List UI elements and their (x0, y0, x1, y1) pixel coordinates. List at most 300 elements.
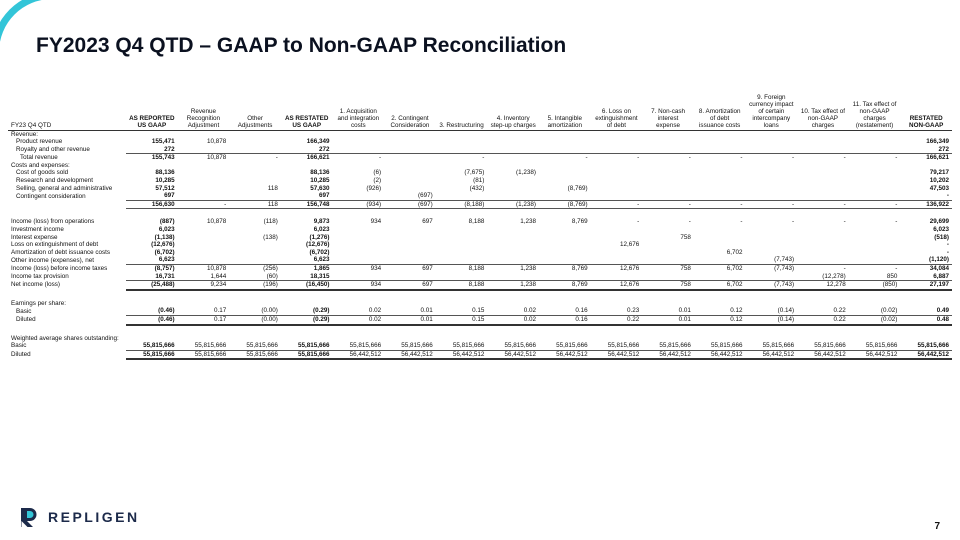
table-row (8, 154, 952, 162)
table-cell (539, 146, 591, 154)
table-cell (694, 300, 746, 308)
table-cell: - (178, 200, 230, 209)
table-cell: 56,442,512 (539, 350, 591, 359)
table-cell (539, 138, 591, 146)
table-cell (849, 325, 901, 335)
header-period-label: FY23 Q4 QTD (8, 72, 126, 130)
table-cell (849, 241, 901, 249)
table-cell (333, 300, 385, 308)
table-cell: 0.22 (797, 307, 849, 315)
table-cell (436, 335, 488, 343)
table-cell: 56,442,512 (849, 350, 901, 359)
table-cell: 56,442,512 (900, 350, 952, 359)
table-cell (333, 226, 385, 234)
table-cell (229, 249, 281, 257)
table-cell (436, 256, 488, 264)
table-cell: 55,815,666 (229, 342, 281, 350)
table-cell (487, 335, 539, 343)
table-cell (539, 234, 591, 242)
table-cell: 155,471 (151, 138, 175, 146)
table-cell: 55,815,666 (746, 342, 798, 350)
table-row (8, 265, 952, 273)
table-cell: - (843, 218, 846, 226)
table-cell (900, 162, 952, 170)
table-cell: 0.15 (436, 315, 488, 324)
row-label: Selling, general and administrative (16, 184, 113, 192)
table-cell: 55,815,666 (591, 342, 643, 350)
table-cell (333, 138, 385, 146)
table-cell (694, 325, 746, 335)
table-cell (849, 185, 901, 193)
table-cell (487, 162, 539, 170)
table-cell (849, 169, 901, 177)
table-cell: - (585, 154, 588, 162)
table-cell (487, 146, 539, 154)
table-cell (642, 177, 694, 185)
table-cell: 6,023 (313, 226, 330, 234)
table-cell (539, 273, 591, 281)
table-cell: (0.46) (126, 315, 178, 324)
table-cell: (697) (384, 192, 436, 200)
table-cell: - (797, 200, 849, 209)
table-cell (900, 325, 952, 335)
table-cell (591, 130, 643, 138)
table-cell (849, 226, 901, 234)
table-cell (591, 300, 643, 308)
table-cell: (697) (384, 200, 436, 209)
table-cell (333, 325, 385, 335)
table-cell: 57,512 (155, 184, 175, 192)
table-cell (797, 146, 849, 154)
table-cell (333, 273, 385, 281)
table-row (8, 146, 952, 154)
table-cell (281, 162, 333, 170)
column-header: 7. Non-cash interest expense (642, 72, 694, 130)
row-label: Income (loss) from operations (11, 218, 95, 226)
table-cell: 10,878 (206, 138, 227, 146)
table-row (8, 342, 952, 350)
table-cell (487, 234, 539, 242)
table-cell (746, 185, 798, 193)
table-row (8, 281, 952, 290)
table-cell: (6) (373, 169, 382, 177)
table-cell (797, 335, 849, 343)
table-cell (797, 234, 849, 242)
table-cell (229, 256, 281, 264)
column-header: 9. Foreign currency impact of certain intercompany loans (746, 72, 798, 130)
table-cell (333, 249, 385, 257)
table-cell (384, 154, 436, 162)
table-cell: 0.12 (694, 307, 746, 315)
table-cell: 55,815,666 (333, 342, 385, 350)
table-cell (487, 256, 539, 264)
table-cell (694, 290, 746, 300)
table-cell (281, 300, 333, 308)
table-row (8, 315, 952, 324)
table-cell (797, 226, 849, 234)
table-cell (797, 300, 849, 308)
table-cell (694, 226, 746, 234)
table-cell (229, 241, 281, 249)
table-cell: 55,815,666 (126, 350, 178, 359)
table-cell (178, 192, 230, 200)
table-cell: 56,442,512 (642, 350, 694, 359)
table-cell (333, 335, 385, 343)
table-cell: - (642, 200, 694, 209)
table-cell (746, 177, 798, 185)
table-cell: - (688, 154, 691, 162)
table-cell (849, 234, 901, 242)
table-cell: 12,278 (797, 281, 849, 290)
table-cell: 272 (281, 146, 333, 154)
table-cell (849, 192, 901, 200)
table-cell: 6,023 (933, 226, 949, 234)
table-cell (591, 273, 643, 281)
table-cell (642, 130, 694, 138)
table-cell: (6,702) (154, 248, 175, 256)
table-cell (746, 234, 798, 242)
table-cell: 55,815,666 (281, 342, 333, 350)
table-cell: - (946, 241, 949, 249)
column-header: AS REPORTED US GAAP (126, 72, 178, 130)
table-cell: (0.14) (746, 307, 798, 315)
table-cell (178, 241, 230, 249)
table-cell: 0.01 (384, 307, 436, 315)
table-cell (384, 162, 436, 170)
table-cell (333, 162, 385, 170)
table-cell: 1,238 (520, 265, 536, 272)
table-cell (591, 146, 643, 154)
table-cell: (2) (373, 177, 382, 185)
table-cell (642, 241, 694, 249)
table-cell: 697 (422, 218, 433, 226)
table-cell (849, 256, 901, 264)
table-cell (797, 241, 849, 249)
table-cell (797, 162, 849, 170)
table-cell: 118 (229, 200, 281, 209)
table-cell: 55,815,666 (384, 342, 436, 350)
table-cell (642, 249, 694, 257)
table-cell (384, 249, 436, 257)
table-row (8, 307, 952, 315)
table-cell (126, 325, 178, 335)
table-cell: - (895, 154, 898, 162)
table-cell: 1,238 (520, 218, 536, 226)
table-cell: 0.01 (384, 315, 436, 324)
table-cell: 55,815,666 (178, 350, 230, 359)
table-cell (384, 169, 436, 177)
table-cell (436, 226, 488, 234)
table-cell (642, 335, 694, 343)
table-cell: 8,769 (571, 265, 588, 272)
table-cell: 0.48 (900, 315, 952, 324)
table-cell: 56,442,512 (384, 350, 436, 359)
table-cell (746, 226, 798, 234)
table-cell (797, 192, 849, 200)
table-cell (281, 290, 333, 300)
table-cell (436, 241, 488, 249)
table-cell (281, 335, 333, 343)
table-cell (694, 146, 746, 154)
table-cell (539, 249, 591, 257)
table-cell: (12,676) (306, 241, 330, 249)
table-cell: 56,442,512 (487, 350, 539, 359)
table-row (8, 192, 952, 200)
table-cell (487, 290, 539, 300)
table-cell: 272 (126, 146, 178, 154)
table-cell (591, 192, 643, 200)
row-label: Weighted average shares outstanding: (11, 334, 119, 342)
table-cell (384, 256, 436, 264)
table-row (8, 200, 952, 209)
table-cell (746, 192, 798, 200)
table-cell: (8,769) (539, 200, 591, 209)
table-row (8, 130, 952, 138)
table-cell: 1,238 (487, 281, 539, 290)
table-cell: 55,815,666 (178, 342, 230, 350)
table-cell: 27,197 (900, 281, 952, 290)
table-cell: 0.22 (591, 315, 643, 324)
table-cell (436, 138, 488, 146)
table-cell (591, 177, 643, 185)
row-label (8, 200, 126, 209)
table-row (8, 273, 952, 281)
table-cell: (0.46) (126, 307, 178, 315)
table-cell (384, 130, 436, 138)
table-cell (591, 335, 643, 343)
table-cell (384, 290, 436, 300)
row-label: Diluted (11, 351, 31, 358)
table-cell (694, 241, 746, 249)
table-cell: - (895, 218, 898, 226)
page-number: 7 (934, 521, 940, 532)
table-cell (333, 234, 385, 242)
table-cell (900, 290, 952, 300)
table-cell: 56,442,512 (694, 350, 746, 359)
table-cell (333, 130, 385, 138)
table-cell (178, 226, 230, 234)
table-cell: (138) (263, 233, 278, 241)
row-label: Basic (16, 307, 32, 315)
row-label: Product revenue (16, 138, 63, 146)
table-cell (178, 325, 230, 335)
table-cell: 55,815,666 (281, 350, 333, 359)
table-cell: (81) (473, 177, 485, 185)
table-cell: (1,238) (516, 169, 536, 177)
table-row (8, 325, 952, 335)
table-cell (539, 162, 591, 170)
table-cell: (432) (469, 184, 485, 192)
table-cell (746, 290, 798, 300)
table-cell (487, 226, 539, 234)
table-cell (229, 169, 281, 177)
row-label: Contingent consideration (16, 192, 86, 200)
table-cell: (518) (934, 233, 949, 241)
table-cell (178, 249, 230, 257)
table-cell (487, 185, 539, 193)
table-cell: - (740, 218, 743, 226)
table-cell: 0.17 (178, 307, 230, 315)
column-header: 4. Inventory step-up charges (487, 72, 539, 130)
table-row (8, 169, 952, 177)
table-cell (436, 192, 488, 200)
table-cell (436, 146, 488, 154)
table-cell (849, 138, 901, 146)
table-cell (384, 241, 436, 249)
table-cell (849, 162, 901, 170)
table-cell (849, 177, 901, 185)
table-cell (694, 138, 746, 146)
table-cell (642, 209, 694, 219)
table-cell: 0.02 (333, 315, 385, 324)
table-cell: 57,630 (310, 184, 330, 192)
table-cell (642, 300, 694, 308)
table-cell (797, 185, 849, 193)
table-cell (384, 234, 436, 242)
table-cell (642, 192, 694, 200)
table-cell: - (792, 218, 795, 226)
table-cell (436, 290, 488, 300)
table-cell: 697 (126, 192, 178, 200)
repligen-logo-icon (18, 506, 40, 528)
table-cell: 55,815,666 (694, 342, 746, 350)
table-cell (178, 209, 230, 219)
table-cell: (0.00) (229, 315, 281, 324)
table-header-row (8, 72, 952, 130)
column-header: 8. Amortization of debt issuance costs (694, 72, 746, 130)
table-cell: (1,276) (309, 233, 330, 241)
table-cell (694, 273, 746, 281)
table-cell (591, 325, 643, 335)
table-cell (642, 146, 694, 154)
table-cell: 6,023 (158, 226, 175, 234)
table-cell: (25,488) (126, 281, 178, 290)
table-cell: 0.02 (487, 307, 539, 315)
table-cell (487, 130, 539, 138)
table-cell: 0.01 (642, 315, 694, 324)
table-cell (694, 130, 746, 138)
table-cell: 55,815,666 (436, 342, 488, 350)
table-cell (746, 169, 798, 177)
table-cell (487, 273, 539, 281)
table-cell: - (843, 154, 846, 162)
table-cell (746, 273, 798, 281)
table-cell (642, 185, 694, 193)
table-cell: 56,442,512 (746, 350, 798, 359)
table-cell (178, 185, 230, 193)
table-cell: 0.49 (900, 307, 952, 315)
table-cell (694, 185, 746, 193)
table-body (8, 130, 952, 359)
table-cell: 10,202 (929, 177, 949, 185)
column-header: 11. Tax effect of non-GAAP charges (restatement) (849, 72, 901, 130)
table-cell (642, 138, 694, 146)
table-cell: - (275, 154, 278, 162)
table-cell: 1,644 (178, 273, 230, 281)
table-row (8, 177, 952, 185)
table-cell: - (740, 154, 743, 162)
row-label: Income tax provision (11, 272, 69, 280)
table-cell (487, 325, 539, 335)
table-cell: 156,748 (281, 200, 333, 209)
table-cell (178, 290, 230, 300)
table-cell: (850) (849, 281, 901, 290)
table-cell: (0.29) (281, 307, 333, 315)
table-cell (694, 234, 746, 242)
table-cell (229, 192, 281, 200)
row-label: Income (loss) before income taxes (11, 264, 108, 272)
table-cell: 934 (370, 218, 382, 226)
table-cell (591, 256, 643, 264)
table-cell: 6,887 (900, 273, 952, 281)
table-cell: 55,815,666 (229, 350, 281, 359)
table-cell (487, 249, 539, 257)
table-cell: - (946, 248, 949, 256)
table-cell (281, 130, 333, 138)
table-cell: 34,084 (929, 265, 949, 272)
table-cell: 0.16 (539, 307, 591, 315)
table-row (8, 241, 952, 249)
row-label (8, 325, 126, 335)
company-logo (18, 506, 140, 528)
row-label: Total revenue (20, 154, 58, 162)
table-cell: (60) (229, 273, 281, 281)
table-cell: 697 (422, 265, 433, 272)
table-cell (384, 273, 436, 281)
table-cell (539, 130, 591, 138)
column-header: AS RESTATED US GAAP (281, 72, 333, 130)
table-cell (281, 209, 333, 219)
table-cell (384, 138, 436, 146)
table-cell (797, 130, 849, 138)
table-cell (539, 169, 591, 177)
table-cell: (887) (159, 218, 175, 226)
table-cell: (7,743) (746, 281, 798, 290)
table-cell: 47,503 (929, 184, 949, 192)
table-cell (178, 335, 230, 343)
table-cell (333, 192, 385, 200)
table-cell: 88,136 (310, 169, 330, 177)
table-cell: 166,349 (926, 138, 949, 146)
table-cell: (16,450) (281, 281, 333, 290)
table-cell (642, 325, 694, 335)
table-cell: 55,815,666 (487, 342, 539, 350)
table-cell (591, 234, 643, 242)
table-cell: (118) (263, 218, 278, 226)
table-cell: 55,815,666 (539, 342, 591, 350)
table-cell: 272 (900, 146, 952, 154)
table-row (8, 162, 952, 170)
table-cell (797, 177, 849, 185)
table-cell (694, 335, 746, 343)
column-header: 1. Acquisition and integration costs (333, 72, 385, 130)
table-cell (591, 249, 643, 257)
table-cell: - (379, 154, 382, 162)
table-cell: 10,878 (206, 154, 227, 162)
table-cell (746, 130, 798, 138)
table-cell (746, 325, 798, 335)
table-cell (539, 192, 591, 200)
row-label: Interest expense (11, 233, 58, 241)
table-row (8, 226, 952, 234)
table-cell (746, 335, 798, 343)
table-cell: 8,188 (436, 281, 488, 290)
table-cell: (934) (333, 200, 385, 209)
table-cell (591, 290, 643, 300)
table-cell (849, 335, 901, 343)
table-cell (797, 249, 849, 257)
table-row (8, 350, 952, 359)
